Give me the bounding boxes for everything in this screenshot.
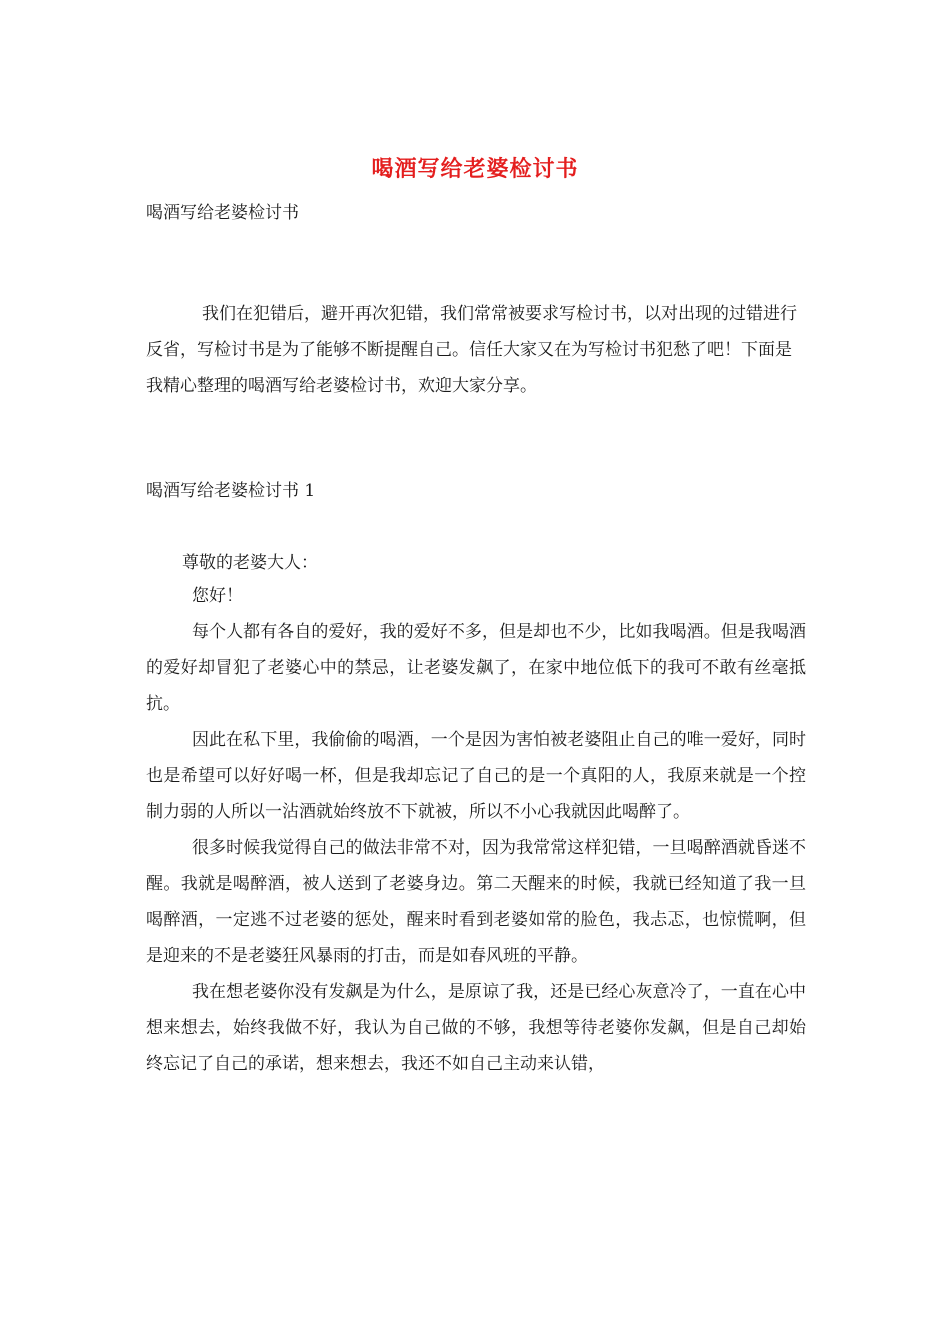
letter-body xyxy=(146,578,806,1082)
document-title: 喝酒写给老婆检讨书 xyxy=(371,156,579,182)
body-paragraph: 很多时候我觉得自己的做法非常不对，因为我常常这样犯错，一旦喝醉酒就昏迷不醒。我就是喝醉酒，被人送到了老婆身边。第二天醒来的时候，我就已经知道了我一旦喝醉酒，一定逃不过老婆的惩处，醒来时看到老婆如常的脸色，我忐忑，也惊慌啊，但是迎来的不是老婆狂风暴雨的打击，而是如春风班的平静。 xyxy=(146,838,806,966)
document-subtitle: 喝酒写给老婆检讨书 xyxy=(146,203,299,223)
letter-greeting: 您好！ xyxy=(192,586,243,606)
section-heading: 喝酒写给老婆检讨书 1 xyxy=(146,481,316,501)
body-paragraph: 因此在私下里，我偷偷的喝酒，一个是因为害怕被老婆阻止自己的唯一爱好，同时也是希望可以好好喝一杯，但是我却忘记了自己的是一个真阳的人，我原来就是一个控制力弱的人所以一沾酒就始终放不下就被，所以不小心我就因此喝醉了。 xyxy=(146,730,806,822)
body-paragraph: 每个人都有各自的爱好，我的爱好不多，但是却也不少，比如我喝酒。但是我喝酒的爱好却冒犯了老婆心中的禁忌，让老婆发飙了，在家中地位低下的我可不敢有丝毫抵抗。 xyxy=(146,622,806,714)
body-paragraph: 我在想老婆你没有发飙是为什么，是原谅了我，还是已经心灰意冷了，一直在心中想来想去，始终我做不好，我认为自己做的不够，我想等待老婆你发飙，但是自己却始终忘记了自己的承诺，想来想去，我还不如自己主动来认错， xyxy=(146,982,806,1074)
intro-paragraph: 我们在犯错后，避开再次犯错，我们常常被要求写检讨书，以对出现的过错进行反省，写检讨书是为了能够不断提醒自己。信任大家又在为写检讨书犯愁了吧！下面是我精心整理的喝酒写给老婆检讨书，欢迎大家分享。 xyxy=(146,304,797,396)
letter-salutation: 尊敬的老婆大人： xyxy=(182,553,318,573)
